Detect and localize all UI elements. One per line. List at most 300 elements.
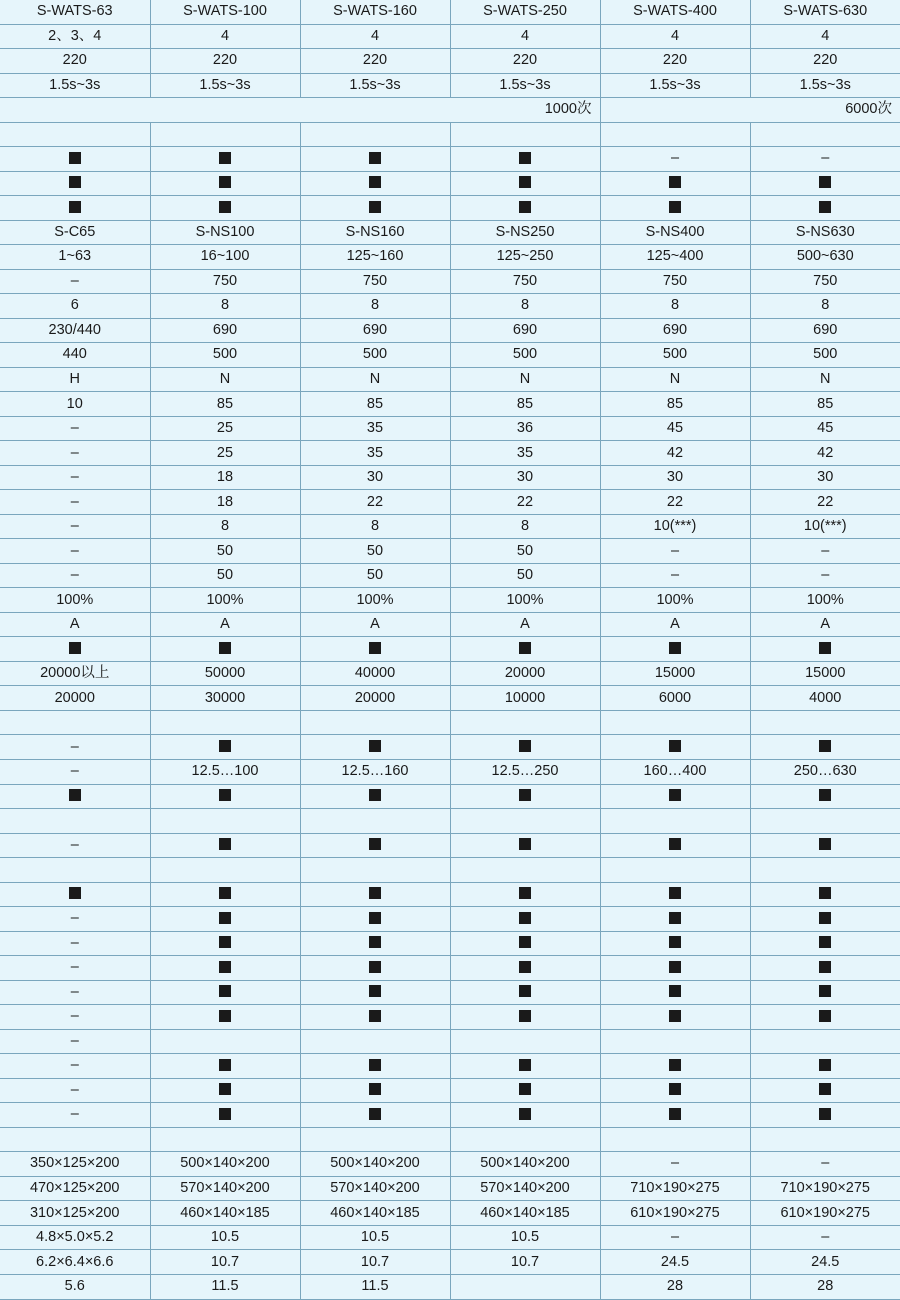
table-cell	[450, 122, 600, 147]
table-cell: –	[600, 1152, 750, 1177]
table-cell: –	[750, 539, 900, 564]
table-cell	[450, 907, 600, 932]
table-cell	[300, 784, 450, 809]
table-cell	[450, 171, 600, 196]
table-cell	[300, 1127, 450, 1152]
filled-square-icon	[369, 152, 381, 164]
filled-square-icon	[369, 887, 381, 899]
table-cell: –	[0, 563, 150, 588]
table-cell: 710×190×275	[750, 1176, 900, 1201]
table-cell: –	[0, 759, 150, 784]
filled-square-icon	[369, 642, 381, 654]
table-cell: –	[750, 1152, 900, 1177]
filled-square-icon	[669, 912, 681, 924]
table-cell: 1.5s~3s	[750, 73, 900, 98]
table-cell	[0, 882, 150, 907]
cell-text: 6000次	[845, 101, 892, 118]
table-cell	[0, 784, 150, 809]
table-cell: 500~630	[750, 245, 900, 270]
table-cell: 85	[600, 392, 750, 417]
table-cell: 8	[150, 514, 300, 539]
table-cell	[450, 710, 600, 735]
table-cell	[600, 809, 750, 834]
table-cell: –	[0, 1078, 150, 1103]
table-cell	[0, 858, 150, 883]
table-row	[0, 637, 900, 662]
filled-square-icon	[519, 838, 531, 850]
table-cell	[750, 637, 900, 662]
filled-square-icon	[369, 740, 381, 752]
filled-square-icon	[369, 838, 381, 850]
filled-square-icon	[519, 887, 531, 899]
filled-square-icon	[819, 642, 831, 654]
table-row	[0, 833, 900, 858]
table-cell: 50	[150, 563, 300, 588]
cell-text: 1000次	[544, 101, 592, 118]
filled-square-icon	[819, 912, 831, 924]
filled-square-icon	[69, 789, 81, 801]
table-cell	[450, 1127, 600, 1152]
table-cell	[0, 809, 150, 834]
filled-square-icon	[669, 1059, 681, 1071]
table-row	[0, 24, 900, 49]
table-cell: 85	[750, 392, 900, 417]
table-cell	[600, 931, 750, 956]
table-cell: 125~250	[450, 245, 600, 270]
table-cell: –	[600, 563, 750, 588]
filled-square-icon	[219, 152, 231, 164]
table-row	[0, 882, 900, 907]
table-cell	[150, 637, 300, 662]
table-cell: 42	[750, 441, 900, 466]
filled-square-icon	[369, 936, 381, 948]
table-cell: S-NS160	[300, 220, 450, 245]
table-cell: 10.7	[150, 1250, 300, 1275]
filled-square-icon	[819, 201, 831, 213]
table-cell: 20000以上	[0, 661, 150, 686]
table-cell: N	[450, 367, 600, 392]
table-row	[0, 196, 900, 221]
table-cell: 50	[300, 563, 450, 588]
table-cell	[600, 907, 750, 932]
table-cell: 220	[300, 49, 450, 74]
table-cell: 6.2×6.4×6.6	[0, 1250, 150, 1275]
filled-square-icon	[219, 176, 231, 188]
filled-square-icon	[219, 642, 231, 654]
table-cell	[600, 784, 750, 809]
table-cell: H	[0, 367, 150, 392]
table-cell: 85	[300, 392, 450, 417]
filled-square-icon	[669, 838, 681, 850]
table-cell: –	[0, 465, 150, 490]
filled-square-icon	[669, 1010, 681, 1022]
table-cell: 20000	[300, 686, 450, 711]
filled-square-icon	[219, 1108, 231, 1120]
table-cell: 4	[750, 24, 900, 49]
table-row	[0, 1103, 900, 1128]
filled-square-icon	[219, 838, 231, 850]
table-row	[0, 1176, 900, 1201]
table-cell: 8	[450, 294, 600, 319]
filled-square-icon	[819, 1083, 831, 1095]
table-cell: 45	[750, 416, 900, 441]
table-cell: 750	[150, 269, 300, 294]
table-cell: 690	[300, 318, 450, 343]
table-cell: 125~160	[300, 245, 450, 270]
table-cell: 24.5	[600, 1250, 750, 1275]
table-cell: 500×140×200	[300, 1152, 450, 1177]
table-cell	[150, 147, 300, 172]
table-cell: 460×140×185	[300, 1201, 450, 1226]
table-cell	[750, 710, 900, 735]
table-row	[0, 490, 900, 515]
table-cell: –	[0, 539, 150, 564]
table-cell	[0, 171, 150, 196]
filled-square-icon	[219, 1010, 231, 1022]
table-cell	[750, 1005, 900, 1030]
table-cell	[600, 980, 750, 1005]
table-cell	[450, 1029, 600, 1054]
table-cell: 1.5s~3s	[450, 73, 600, 98]
filled-square-icon	[219, 201, 231, 213]
table-cell: 750	[600, 269, 750, 294]
table-cell: 570×140×200	[150, 1176, 300, 1201]
table-row	[0, 122, 900, 147]
table-cell: 100%	[600, 588, 750, 613]
table-cell: 11.5	[150, 1274, 300, 1299]
table-cell	[150, 784, 300, 809]
table-cell: 10(***)	[750, 514, 900, 539]
table-cell	[300, 147, 450, 172]
table-cell	[600, 1127, 750, 1152]
table-cell	[150, 1054, 300, 1079]
table-cell	[750, 931, 900, 956]
table-cell: 1.5s~3s	[300, 73, 450, 98]
filled-square-icon	[219, 1083, 231, 1095]
table-row	[0, 563, 900, 588]
table-cell: 24.5	[750, 1250, 900, 1275]
table-cell	[150, 956, 300, 981]
table-cell: 30	[450, 465, 600, 490]
table-cell: 160…400	[600, 759, 750, 784]
table-cell	[0, 1127, 150, 1152]
table-row	[0, 1054, 900, 1079]
filled-square-icon	[519, 176, 531, 188]
table-cell: 1.5s~3s	[600, 73, 750, 98]
table-cell: 220	[0, 49, 150, 74]
table-row	[0, 661, 900, 686]
table-cell: A	[750, 612, 900, 637]
filled-square-icon	[519, 1108, 531, 1120]
table-cell: –	[750, 1225, 900, 1250]
table-cell: 350×125×200	[0, 1152, 150, 1177]
table-cell	[300, 196, 450, 221]
table-cell: 15000	[750, 661, 900, 686]
filled-square-icon	[519, 642, 531, 654]
table-cell	[600, 858, 750, 883]
table-cell	[300, 833, 450, 858]
table-cell: 4	[150, 24, 300, 49]
table-cell	[750, 833, 900, 858]
table-cell: S-WATS-63	[0, 0, 150, 24]
table-row	[0, 809, 900, 834]
filled-square-icon	[219, 961, 231, 973]
table-cell: 690	[600, 318, 750, 343]
table-cell: –	[0, 907, 150, 932]
table-cell: A	[150, 612, 300, 637]
table-cell: 8	[600, 294, 750, 319]
table-cell: 100%	[0, 588, 150, 613]
filled-square-icon	[519, 201, 531, 213]
table-cell	[450, 1005, 600, 1030]
table-cell: 500×140×200	[450, 1152, 600, 1177]
table-cell	[750, 1029, 900, 1054]
filled-square-icon	[69, 201, 81, 213]
table-cell: 220	[600, 49, 750, 74]
filled-square-icon	[369, 1108, 381, 1120]
filled-square-icon	[669, 176, 681, 188]
table-cell	[300, 907, 450, 932]
table-row	[0, 1274, 900, 1299]
table-cell: 22	[450, 490, 600, 515]
table-cell: S-NS250	[450, 220, 600, 245]
table-cell: 310×125×200	[0, 1201, 150, 1226]
table-cell	[300, 1103, 450, 1128]
table-cell: 16~100	[150, 245, 300, 270]
table-row	[0, 1250, 900, 1275]
table-cell: 28	[750, 1274, 900, 1299]
table-cell	[150, 1078, 300, 1103]
table-cell: 4	[300, 24, 450, 49]
filled-square-icon	[669, 642, 681, 654]
filled-square-icon	[369, 912, 381, 924]
table-cell	[300, 1054, 450, 1079]
table-row	[0, 980, 900, 1005]
table-row	[0, 269, 900, 294]
table-cell: 30	[600, 465, 750, 490]
table-cell	[150, 833, 300, 858]
table-cell: 22	[600, 490, 750, 515]
filled-square-icon	[369, 1010, 381, 1022]
table-cell: N	[600, 367, 750, 392]
table-row	[0, 1029, 900, 1054]
table-cell: –	[600, 539, 750, 564]
table-cell: 100%	[150, 588, 300, 613]
table-cell: 10.7	[450, 1250, 600, 1275]
table-cell	[600, 1005, 750, 1030]
table-cell	[150, 882, 300, 907]
table-cell	[450, 980, 600, 1005]
table-row	[0, 318, 900, 343]
table-cell: S-C65	[0, 220, 150, 245]
table-row	[0, 735, 900, 760]
table-cell: 10.7	[300, 1250, 450, 1275]
table-cell	[600, 882, 750, 907]
table-cell: 50000	[150, 661, 300, 686]
table-cell: 10.5	[150, 1225, 300, 1250]
table-cell: 460×140×185	[450, 1201, 600, 1226]
table-cell: 690	[750, 318, 900, 343]
filled-square-icon	[819, 936, 831, 948]
table-cell: 25	[150, 416, 300, 441]
table-cell: –	[0, 490, 150, 515]
table-row	[0, 907, 900, 932]
table-row	[0, 392, 900, 417]
table-cell	[150, 1005, 300, 1030]
table-cell: 10.5	[300, 1225, 450, 1250]
table-row	[0, 245, 900, 270]
table-cell: 35	[450, 441, 600, 466]
table-cell: –	[750, 147, 900, 172]
table-row	[0, 784, 900, 809]
filled-square-icon	[519, 912, 531, 924]
table-cell: 35	[300, 416, 450, 441]
table-cell: 12.5…160	[300, 759, 450, 784]
table-row	[0, 73, 900, 98]
table-cell: 22	[750, 490, 900, 515]
table-row	[0, 343, 900, 368]
table-cell: 4	[600, 24, 750, 49]
filled-square-icon	[669, 1083, 681, 1095]
table-cell	[300, 1078, 450, 1103]
table-cell: 500	[750, 343, 900, 368]
table-cell: 710×190×275	[600, 1176, 750, 1201]
table-cell: 690	[150, 318, 300, 343]
filled-square-icon	[669, 1108, 681, 1120]
table-cell: 30000	[150, 686, 300, 711]
table-cell	[150, 907, 300, 932]
table-cell	[750, 956, 900, 981]
table-cell: 125~400	[600, 245, 750, 270]
table-cell	[300, 171, 450, 196]
table-cell	[600, 196, 750, 221]
table-cell: –	[0, 956, 150, 981]
table-cell: 220	[150, 49, 300, 74]
table-cell: 8	[750, 294, 900, 319]
filled-square-icon	[369, 201, 381, 213]
table-cell: 690	[450, 318, 600, 343]
table-row	[0, 1078, 900, 1103]
table-cell: 500	[150, 343, 300, 368]
table-cell	[450, 1054, 600, 1079]
table-cell	[300, 122, 450, 147]
table-cell	[600, 1103, 750, 1128]
table-cell	[150, 931, 300, 956]
filled-square-icon	[669, 740, 681, 752]
table-cell: 500	[300, 343, 450, 368]
table-cell: 750	[450, 269, 600, 294]
table-cell	[450, 637, 600, 662]
filled-square-icon	[519, 961, 531, 973]
table-cell: –	[0, 269, 150, 294]
table-cell: –	[0, 441, 150, 466]
table-cell: 610×190×275	[750, 1201, 900, 1226]
table-row	[0, 441, 900, 466]
table-cell: 8	[150, 294, 300, 319]
table-cell	[300, 637, 450, 662]
table-cell	[450, 882, 600, 907]
table-row	[0, 465, 900, 490]
table-cell: S-NS400	[600, 220, 750, 245]
table-cell	[150, 858, 300, 883]
table-cell	[150, 122, 300, 147]
table-cell: 500	[450, 343, 600, 368]
filled-square-icon	[219, 936, 231, 948]
table-cell: –	[0, 416, 150, 441]
table-cell: 40000	[300, 661, 450, 686]
table-cell	[750, 784, 900, 809]
table-cell: S-WATS-100	[150, 0, 300, 24]
table-cell: 28	[600, 1274, 750, 1299]
table-cell: 570×140×200	[450, 1176, 600, 1201]
table-row	[0, 931, 900, 956]
table-cell: 8	[450, 514, 600, 539]
table-cell	[750, 1127, 900, 1152]
table-cell	[750, 980, 900, 1005]
table-row	[0, 220, 900, 245]
table-cell: S-WATS-250	[450, 0, 600, 24]
table-cell	[150, 1127, 300, 1152]
table-cell: N	[300, 367, 450, 392]
table-cell	[150, 171, 300, 196]
table-row	[0, 588, 900, 613]
filled-square-icon	[219, 740, 231, 752]
table-cell	[300, 931, 450, 956]
table-cell: 10000	[450, 686, 600, 711]
table-row	[0, 858, 900, 883]
filled-square-icon	[519, 1010, 531, 1022]
table-cell: –	[600, 1225, 750, 1250]
table-row	[0, 1127, 900, 1152]
table-cell: 750	[300, 269, 450, 294]
table-cell: –	[600, 147, 750, 172]
table-cell	[600, 1078, 750, 1103]
table-cell: S-WATS-160	[300, 0, 450, 24]
filled-square-icon	[369, 176, 381, 188]
table-row	[0, 0, 900, 24]
table-row	[0, 171, 900, 196]
table-cell	[450, 1274, 600, 1299]
table-cell: 4000	[750, 686, 900, 711]
filled-square-icon	[69, 176, 81, 188]
filled-square-icon	[819, 740, 831, 752]
table-cell	[750, 1078, 900, 1103]
table-cell: 18	[150, 465, 300, 490]
table-cell	[150, 809, 300, 834]
table-row	[0, 514, 900, 539]
table-cell: 500×140×200	[150, 1152, 300, 1177]
table-row	[0, 539, 900, 564]
table-cell	[150, 1103, 300, 1128]
filled-square-icon	[519, 1083, 531, 1095]
table-cell	[750, 735, 900, 760]
filled-square-icon	[519, 1059, 531, 1071]
table-cell: 12.5…100	[150, 759, 300, 784]
table-row	[0, 294, 900, 319]
table-cell: 30	[750, 465, 900, 490]
table-cell: 20000	[450, 661, 600, 686]
table-cell	[450, 931, 600, 956]
table-cell: –	[0, 514, 150, 539]
filled-square-icon	[519, 936, 531, 948]
table-cell: N	[150, 367, 300, 392]
table-cell: 470×125×200	[0, 1176, 150, 1201]
table-cell: A	[600, 612, 750, 637]
table-cell: 30	[300, 465, 450, 490]
filled-square-icon	[519, 985, 531, 997]
table-cell: –	[0, 833, 150, 858]
table-cell: 50	[150, 539, 300, 564]
